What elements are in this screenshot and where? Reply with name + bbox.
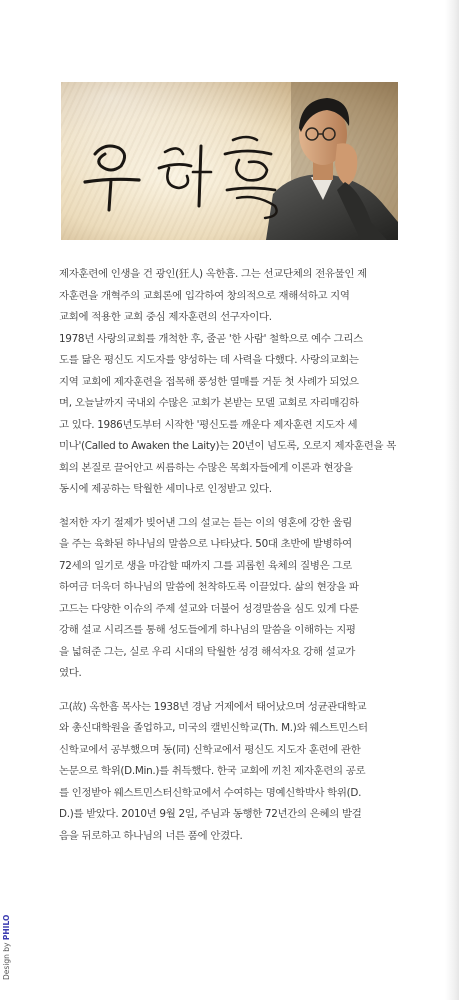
design-credit [2,915,11,980]
portrait-illustration [61,82,398,240]
page-edge [445,0,459,1000]
signature-strokes [85,137,277,218]
bio-paragraph-3: 고(故) 옥한흠 목사는 1938년 경남 거제에서 태어났으며 성균관대학교 와 총신대학원을 졸업하고, 미국의 캘빈신학교(Th. M.)와 웨스트민스터 신학교에서 공부했으며 동(同) 신학교에서 평신도 지도자 훈련에 관한 논문으로 학위(D.Min.)를 취득했다. 한국 교회에 끼친 제자훈련의 공로 를 인정받아 웨스트민스터신학교에서 수여하는 명예신학박사 학위(D. D.)를 받았다. 2010년 9월 2일, 주님과 동행한 72년간의 은혜의 발걸 음을 뒤로하고 하나님의 너른 품에 안겼다. [59,700,368,842]
author-biography [59,264,403,847]
bio-paragraph-1: 제자훈련에 인생을 건 광인(狂人) 옥한흠. 그는 선교단체의 전유물인 제 자훈련을 개혁주의 교회론에 입각하여 창의적으로 재해석하고 지역 교회에 적용한 교회 중심 제자훈련의 선구자이다. 1978년 사랑의교회를 개척한 후, 줄곧 '한 사람' 철학으로 예수 그리스 도를 닮은 평신도 지도자를 양성하는 데 사력을 다했다. 사랑의교회는 지역 교회에 제자훈련을 접목해 풍성한 열매를 거둔 첫 사례가 되었으 며, 오늘날까지 국내외 수많은 교회가 본받는 모델 교회로 자리매김하 고 있다. 1986년도부터 시작한 '평신도를 깨운다 제자훈련 지도자 세 미나'(Called to Awaken the Laity)는 20년이 넘도록, 오로지 제자훈련을 목 회의 본질로 끌어안고 씨름하는 수많은 목회자들에게 이론과 현장을 동시에 제공하는 탁월한 세미나로 인정받고 있다. [59,268,396,495]
credit-brand: PHILO [2,914,11,941]
author-portrait-image [61,82,398,240]
bio-paragraph-2: 철저한 자기 절제가 빚어낸 그의 설교는 듣는 이의 영혼에 강한 울림 을 주는 육화된 하나님의 말씀으로 나타났다. 50대 초반에 발병하여 72세의 일기로 생을 마감할 때까지 그를 괴롭힌 육체의 질병은 그로 하여금 더욱더 하나님의 말씀에 천착하도록 이끌었다. 삶의 현장을 파 고드는 다양한 이슈의 주제 설교와 더불어 성경말씀을 심도 있게 다룬 강해 설교 시리즈를 통해 성도들에게 하나님의 말씀을 이해하는 지평 을 넓혀준 그는, 실로 우리 시대의 탁월한 성경 해석자요 강해 설교가 였다. [59,516,359,679]
credit-prefix: Design by [2,940,11,980]
